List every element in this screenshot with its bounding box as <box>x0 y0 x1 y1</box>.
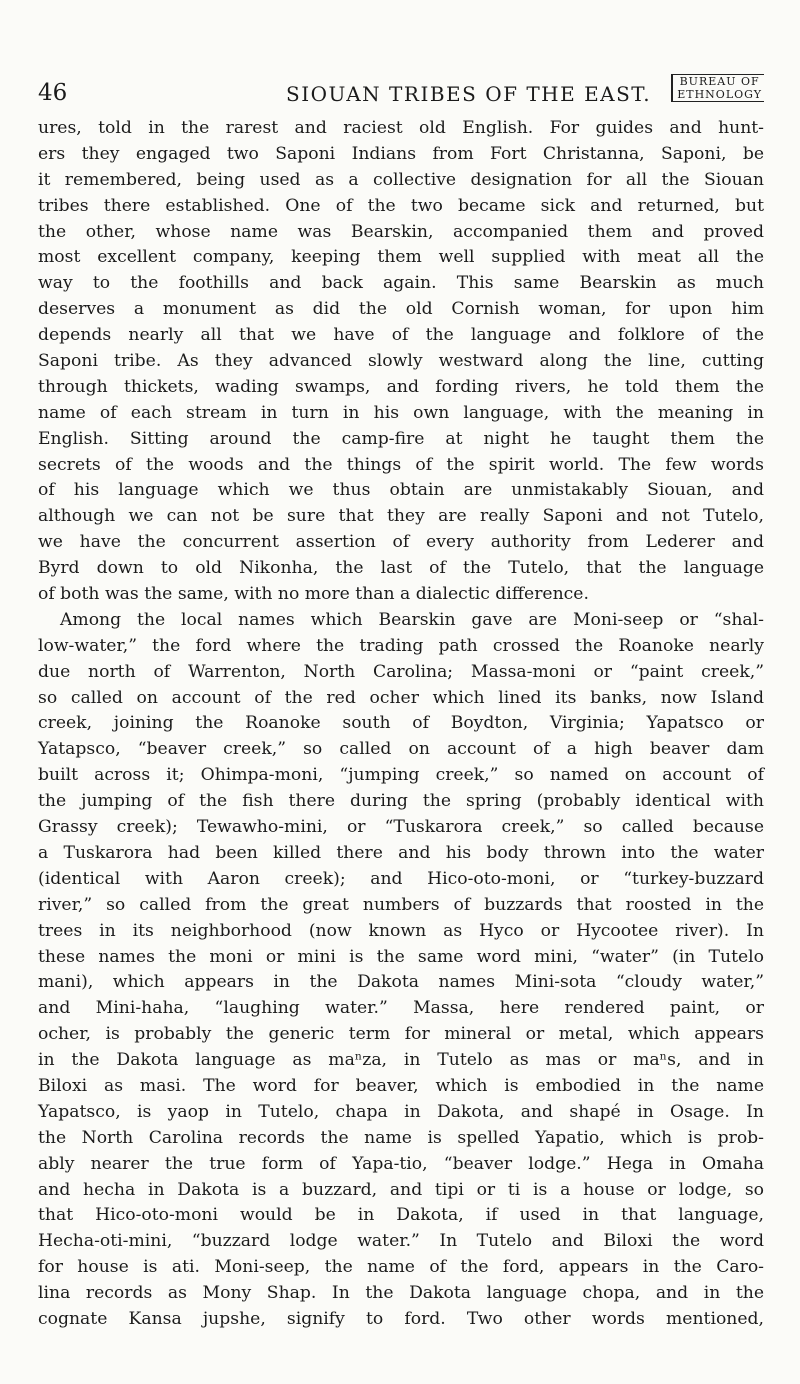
text-line: ably nearer the true form of Yapa-tio, “beaver lodge.” Hega in Omaha <box>38 1153 764 1174</box>
text-line: English. Sitting around the camp-fire at night he taught them the <box>38 428 764 449</box>
text-line: it remembered, being used as a collective designation for all the Siouan <box>38 169 764 190</box>
text-line: of both was the same, with no more than a dialectic difference. <box>38 584 589 605</box>
text-line: in the Dakota language as maⁿza, in Tutelo as mas or maⁿs, and in <box>38 1050 764 1071</box>
stamp-line-1: BUREAU OF <box>679 75 760 88</box>
running-title: SIOUAN TRIBES OF THE EAST. <box>286 82 652 106</box>
text-line: river,” so called from the great numbers of buzzards that roosted in the <box>38 894 764 915</box>
text-line: the other, whose name was Bearskin, accompanied them and proved <box>38 221 764 242</box>
stamp-line-2: ETHNOLOGY <box>677 88 762 101</box>
text-line: Saponi tribe. As they advanced slowly westward along the line, cutting <box>38 351 764 372</box>
body-text <box>38 116 764 1333</box>
text-line: way to the foothills and back again. This same Bearskin as much <box>38 273 764 294</box>
text-line: lina records as Mony Shap. In the Dakota language chopa, and in the <box>38 1283 764 1304</box>
text-line: creek, joining the Roanoke south of Boydton, Virginia; Yapatsco or <box>38 713 764 734</box>
text-line: depends nearly all that we have of the language and folklore of the <box>38 325 764 346</box>
text-line: due north of Warrenton, North Carolina; Massa-moni or “paint creek,” <box>38 661 764 682</box>
text-line: ures, told in the rarest and raciest old English. For guides and hunt- <box>38 118 764 138</box>
text-line: trees in its neighborhood (now known as Hyco or Hycootee river). In <box>38 920 764 941</box>
text-line: mani), which appears in the Dakota names Mini-sota “cloudy water,” <box>38 972 764 993</box>
text-line: although we can not be sure that they are really Saponi and not Tutelo, <box>38 506 764 527</box>
text-line: (identical with Aaron creek); and Hico-oto-moni, or “turkey-buzzard <box>38 868 764 889</box>
page-number: 46 <box>38 80 68 106</box>
text-line: most excellent company, keeping them well supplied with meat all the <box>38 247 764 268</box>
page-header <box>38 74 764 108</box>
bureau-of-ethnology-stamp <box>671 74 764 102</box>
text-line: and hecha in Dakota is a buzzard, and tipi or ti is a house or lodge, so <box>38 1179 764 1200</box>
text-line: a Tuskarora had been killed there and his body thrown into the water <box>38 842 764 863</box>
text-line: the North Carolina records the name is spelled Yapatio, which is prob- <box>38 1127 764 1148</box>
text-line: name of each stream in turn in his own language, with the meaning in <box>38 402 764 423</box>
text-line: Biloxi as masi. The word for beaver, which is embodied in the name <box>38 1075 764 1096</box>
text-line: so called on account of the red ocher which lined its banks, now Island <box>38 687 764 708</box>
text-line: Hecha-oti-mini, “buzzard lodge water.” In Tutelo and Biloxi the word <box>38 1231 764 1252</box>
text-line: built across it; Ohimpa-moni, “jumping creek,” so named on account of <box>38 765 764 786</box>
text-line: through thickets, wading swamps, and fording rivers, he told them the <box>38 376 764 397</box>
text-line: secrets of the woods and the things of the spirit world. The few words <box>38 454 764 475</box>
text-line: for house is ati. Moni-seep, the name of the ford, appears in the Caro- <box>38 1257 764 1278</box>
text-line: the jumping of the fish there during the spring (probably identical with <box>38 791 764 812</box>
text-line: low-water,” the ford where the trading path crossed the Roanoke nearly <box>38 635 764 656</box>
text-line: tribes there established. One of the two became sick and returned, but <box>38 195 764 216</box>
text-line: ocher, is probably the generic term for mineral or metal, which appears <box>38 1024 764 1045</box>
text-line: these names the moni or mini is the same word mini, “water” (in Tutelo <box>38 946 764 967</box>
paragraph-start-line: Among the local names which Bearskin gave are Moni-seep or “shal- <box>60 609 764 630</box>
text-line: ers they engaged two Saponi Indians from Fort Christanna, Saponi, be <box>38 143 764 164</box>
text-line: we have the concurrent assertion of every authority from Lederer and <box>38 532 764 553</box>
text-line: Yatapsco, “beaver creek,” so called on account of a high beaver dam <box>38 739 764 760</box>
text-line: cognate Kansa jupshe, signify to ford. Two other words mentioned, <box>38 1308 764 1329</box>
text-line: deserves a monument as did the old Cornish woman, for upon him <box>38 299 764 320</box>
text-line: of his language which we thus obtain are unmistakably Siouan, and <box>38 480 764 501</box>
text-line: and Mini-haha, “laughing water.” Massa, here rendered paint, or <box>38 998 764 1019</box>
text-line: that Hico-oto-moni would be in Dakota, if used in that language, <box>38 1205 764 1226</box>
text-line: Grassy creek); Tewawho-mini, or “Tuskarora creek,” so called because <box>38 817 764 838</box>
text-line: Byrd down to old Nikonha, the last of the Tutelo, that the language <box>38 558 764 579</box>
text-line: Yapatsco, is yaop in Tutelo, chapa in Dakota, and shapé in Osage. In <box>38 1101 764 1122</box>
